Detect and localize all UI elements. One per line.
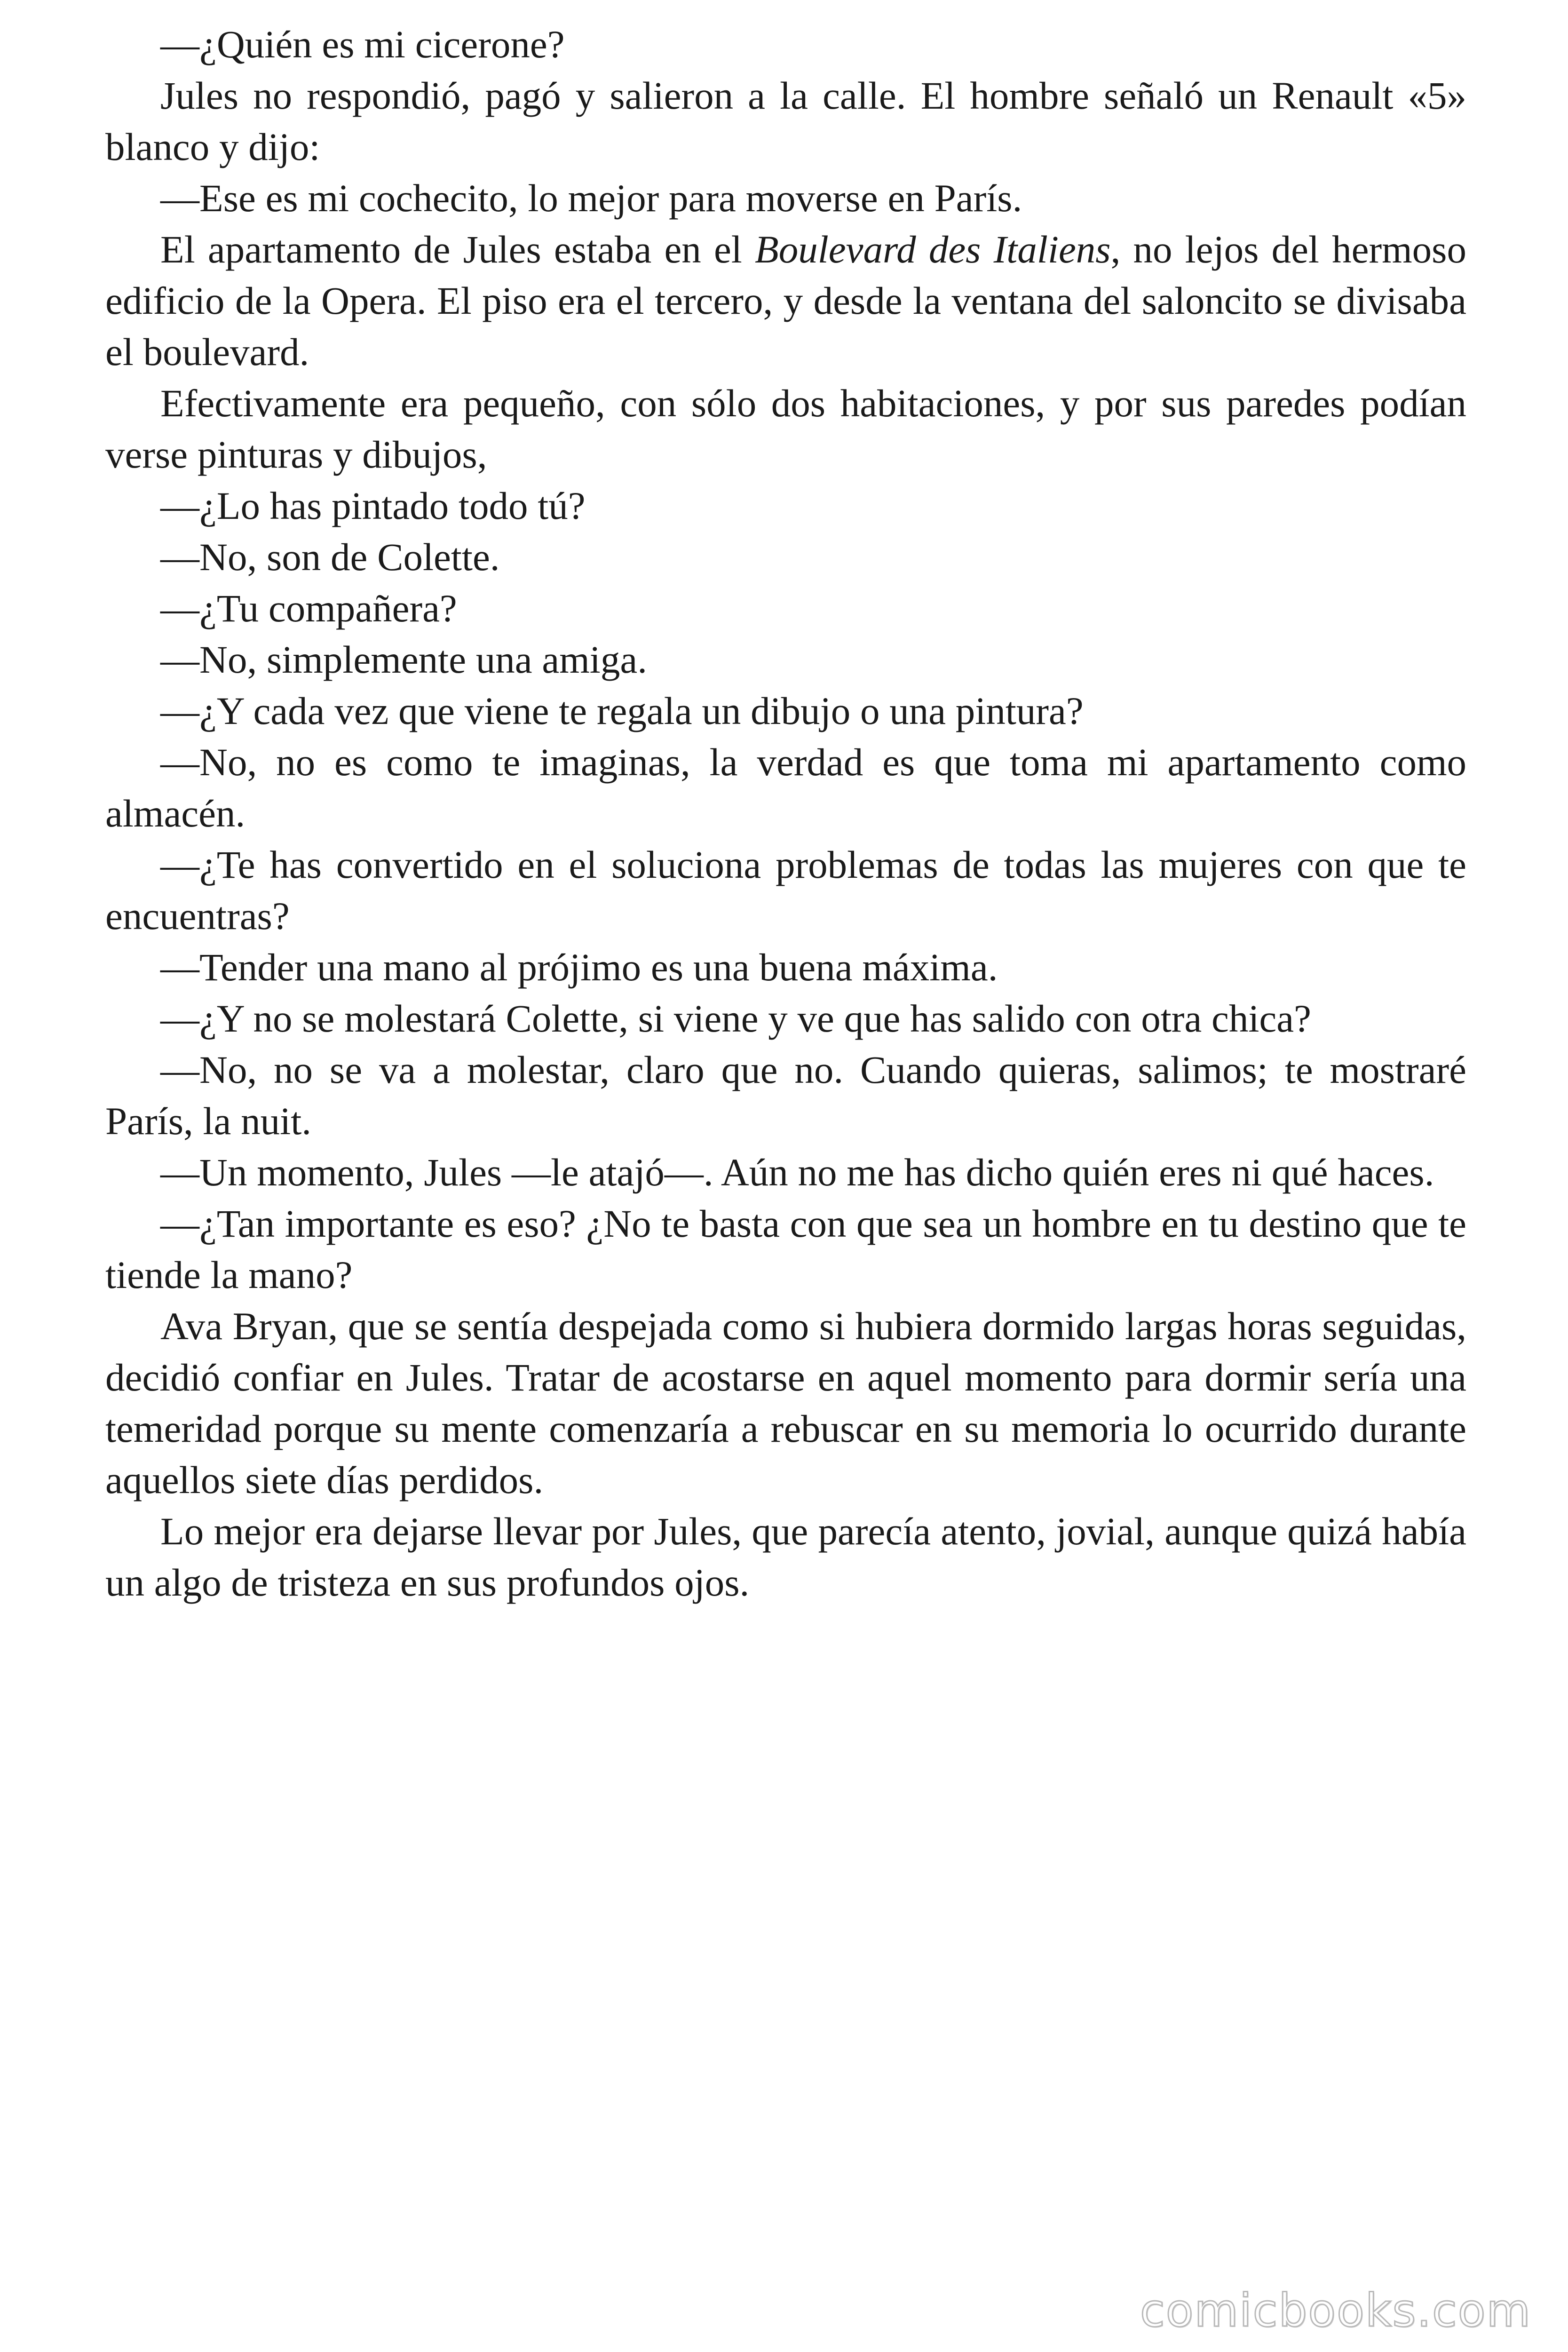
paragraph-4-lead: El apartamento de Jules estaba en el — [160, 228, 755, 271]
paragraph-8: —¿Tu compañera? — [160, 587, 457, 630]
paragraph-9: —No, simplemente una amiga. — [160, 638, 647, 681]
paragraph-4 — [105, 224, 1466, 378]
site-watermark: comicbooks.com — [1140, 2284, 1531, 2337]
paragraph-13: —Tender una mano al prójimo es una buena máxima. — [160, 946, 998, 989]
paragraph-4-rest: , no lejos del hermoso edificio de la Opera. El piso era el tercero, y desde la ventana del saloncito se divisaba el boulevard. — [105, 228, 1466, 373]
paragraph-14: —¿Y no se molestará Colette, si viene y ve que has salido con otra chica? — [160, 997, 1311, 1040]
paragraph-1: —¿Quién es mi cicerone? — [160, 23, 565, 66]
paragraph-5: Efectivamente era pequeño, con sólo dos habitaciones, y por sus paredes podían verse pinturas y dibujos, — [105, 381, 1466, 476]
paragraph-12: —¿Te has convertido en el soluciona problemas de todas las mujeres con que te encuentras? — [105, 843, 1466, 938]
paragraph-10: —¿Y cada vez que viene te regala un dibujo o una pintura? — [160, 689, 1084, 732]
paragraph-7: —No, son de Colette. — [160, 535, 500, 579]
page-body — [105, 19, 1466, 1608]
paragraph-15: —No, no se va a molestar, claro que no. Cuando quieras, salimos; te mostraré París, la nuit. — [105, 1048, 1466, 1143]
paragraph-16: —Un momento, Jules —le atajó—. Aún no me has dicho quién eres ni qué haces. — [160, 1151, 1434, 1194]
paragraph-17: —¿Tan importante es eso? ¿No te basta con que sea un hombre en tu destino que te tiende la mano? — [105, 1202, 1466, 1296]
paragraph-11: —No, no es como te imaginas, la verdad es que toma mi apartamento como almacén. — [105, 740, 1466, 835]
paragraph-6: —¿Lo has pintado todo tú? — [160, 484, 586, 527]
paragraph-19: Lo mejor era dejarse llevar por Jules, que parecía atento, jovial, aunque quizá había un algo de tristeza en sus profundos ojos. — [105, 1510, 1466, 1604]
paragraph-18: Ava Bryan, que se sentía despejada como si hubiera dormido largas horas seguidas, decidió confiar en Jules. Tratar de acostarse en aquel momento para dormir sería una temeridad porque su mente comenzaría a rebuscar en su memoria lo ocurrido durante aquellos siete días perdidos. — [105, 1304, 1466, 1502]
paragraph-2: Jules no respondió, pagó y salieron a la calle. El hombre señaló un Renault «5» blanco y dijo: — [105, 74, 1466, 168]
paragraph-3: —Ese es mi cochecito, lo mejor para moverse en París. — [160, 176, 1022, 220]
paragraph-4-emphasis: Boulevard des Italiens — [755, 228, 1111, 271]
